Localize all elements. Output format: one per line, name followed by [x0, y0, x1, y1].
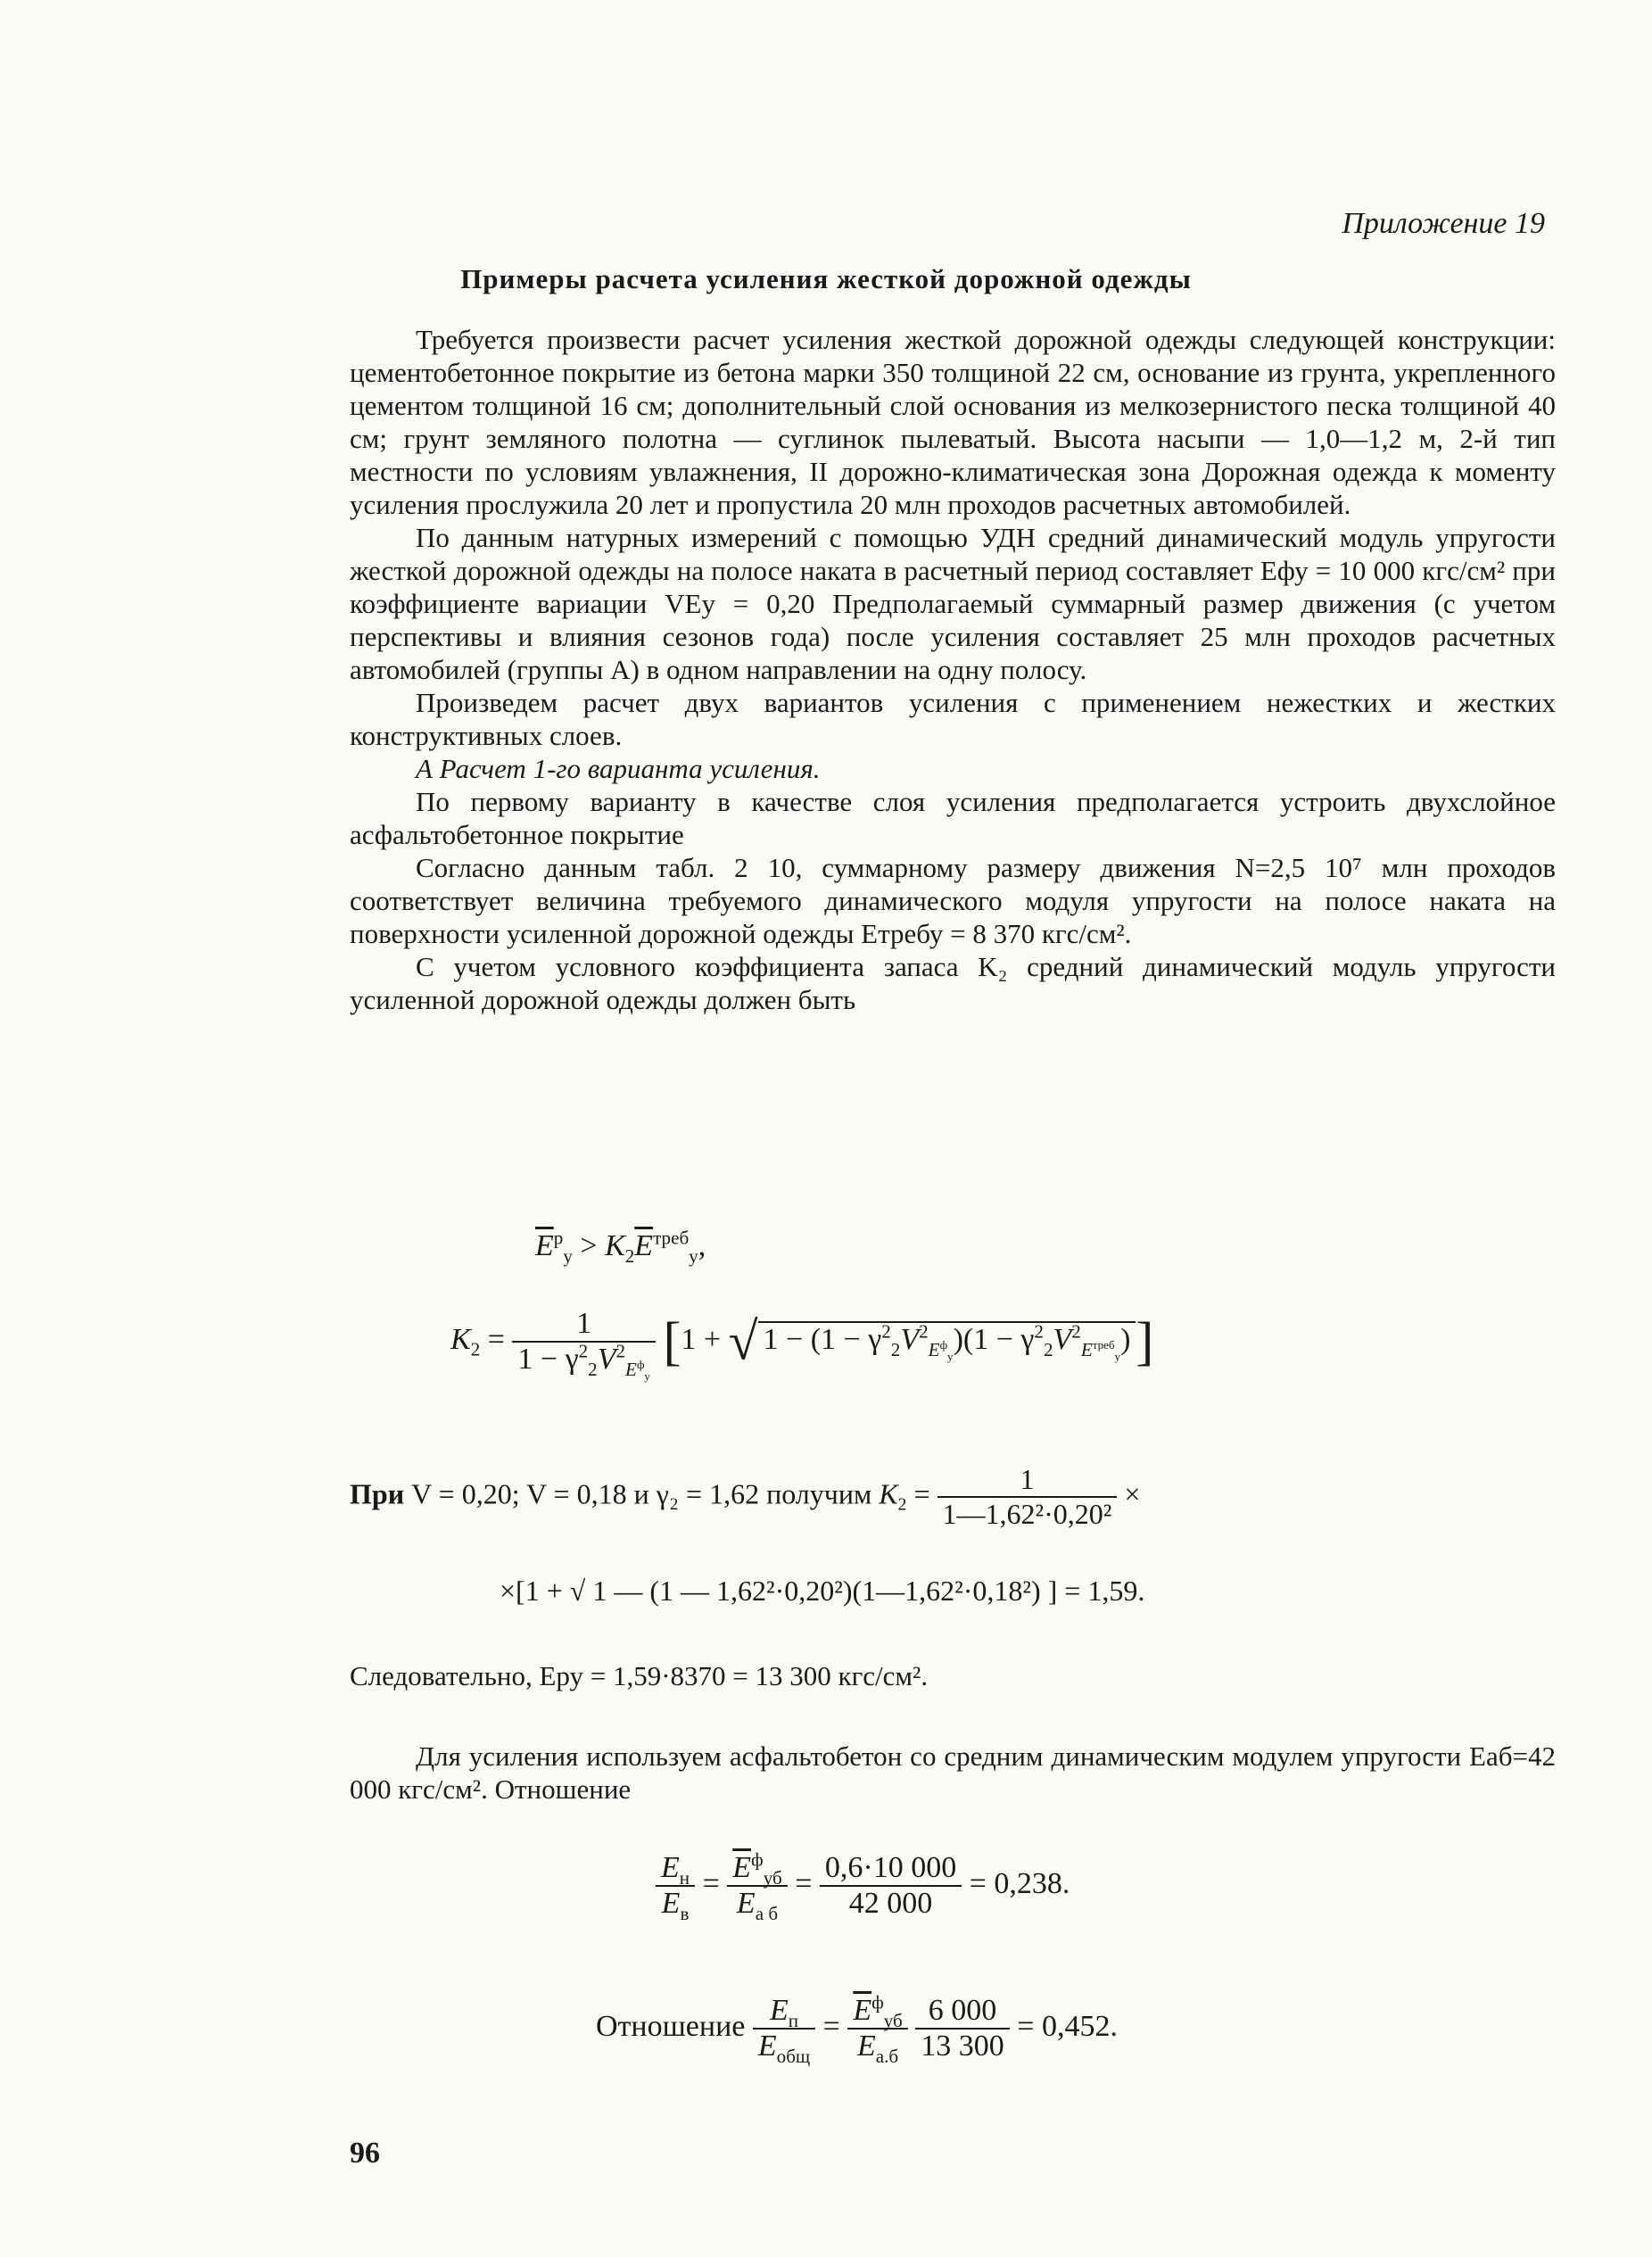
paragraph-6: Согласно данным табл. 2 10, суммарному размеру движения N=2,5 10⁷ млн проходов соответствует величина требуемого динамического модуля упругости на полосе наката на поверхности усиленной дорожной одежды Eтребу = 8 370 кгс/см².	[350, 852, 1556, 949]
paragraph-9: Для усиления используем асфальтобетон со средним динамическим модулем упругости Eаб=42 000 кгс/см². Отношение	[350, 1740, 1556, 1805]
paragraph-8: Следовательно, Eру = 1,59·8370 = 13 300 кгс/см².	[350, 1660, 929, 1691]
body-text-block-3	[350, 1740, 1556, 1806]
ratio-2-label: Отношение	[596, 2009, 746, 2043]
k2-numeric-fraction: $\frac{1}{\text{1—1,62²·0,20²}}$	[938, 1463, 1118, 1531]
formula-when: При V = 0,20; V = 0,18 и γ₂ = 1,62 получим $K_2$ = $\frac{1}{\text{1—1,62²·0,20²}}$ ×	[350, 1463, 1141, 1530]
formula-ratio-1: $\frac{E_н}{E_в}$ = $\frac{\overline{E}^ф_{уб}}{E_{а б}}$ = $\frac{0,6\cdot 10 000}{42 000}$ = 0,238.	[656, 1851, 1070, 1921]
page-title: Примеры расчета усиления жесткой дорожной одежды	[460, 263, 1192, 294]
paragraph-7: С учетом условного коэффициента запаса K₂ средний динамический модуль упругости усиленной дорожной одежды должен быть	[350, 951, 1556, 1015]
when-label: При	[350, 1477, 405, 1510]
paragraph-1: Требуется произвести расчет усиления жесткой дорожной одежды следующей конструкции: цементобетонное покрытие из бетона марки 350 толщиной 22 см, основание из грунта, укрепленного цементом толщиной 16 см; дополнительный слой основания из мелкозернистого песка толщиной 40 см; грунт земляного полотна — суглинок пылеватый. Высота насыпи — 1,0—1,2 м, 2-й тип местности по условиям увлажнения, II дорожно-климатическая зона Дорожная одежда к моменту усиления прослужила 20 лет и пропустила 20 млн проходов расчетных автомобилей.	[350, 324, 1556, 520]
paragraph-4: А Расчет 1-го варианта усиления.	[416, 753, 821, 784]
paragraph-3: Произведем расчет двух вариантов усиления с применением нежестких и жестких конструктивных слоев.	[350, 687, 1556, 751]
page-number: 96	[350, 2137, 380, 2170]
paragraph-2: По данным натурных измерений с помощью УДН средний динамический модуль упругости жесткой дорожной одежды на полосе наката в расчетный период составляет Eфу = 10 000 кгс/см² при коэффициенте вариации VEу = 0,20 Предполагаемый суммарный размер движения (с учетом перспективы и влияния сезонов года) после усиления составляет 25 млн проходов расчетных автомобилей (группы А) в одном направлении на одну полосу.	[350, 522, 1556, 685]
formula-ratio-2: Отношение $\frac{E_п}{E_{общ}}$ = $\frac{\overline{E}^ф_{уб}}{E_{а.б}}$ $\frac{6 000}{13 300}$ = 0,452.	[596, 1991, 1118, 2067]
body-text-block-2	[350, 1659, 1556, 1692]
formula-k2: $K_2$ = $\frac{1}{1 - \gamma^2_2V^2_{E^ф_у}}$ [1 + √ $1 - (1 - \gamma^2_2V^2_{E^ф_у})(1 - \gamma^2_2V^2_{E^{треб}_у})$ ]	[450, 1307, 1154, 1383]
body-text-block-1	[350, 323, 1556, 1016]
ratio-1-result: = 0,238.	[969, 1866, 1070, 1900]
k2-fraction: $\frac{1}{1 - \gamma^2_2V^2_{E^ф_у}}$	[512, 1307, 656, 1377]
paragraph-5: По первому варианту в качестве слоя усиления предполагается устроить двухслойное асфальтобетонное покрытие	[350, 786, 1556, 850]
formula-inequality: $\overline{E}^р_у > K_2\overline{E}^{треб}_у$,	[535, 1227, 706, 1267]
appendix-label: Приложение 19	[1342, 207, 1545, 240]
ratio-2-result: = 0,452.	[1017, 2009, 1118, 2043]
when-values: V = 0,20; V = 0,18 и γ₂ = 1,62 получим	[411, 1477, 872, 1510]
formula-k2-result: ×[1 + √ 1 — (1 — 1,62²·0,20²)(1—1,62²·0,18²) ] = 1,59.	[500, 1575, 1145, 1607]
